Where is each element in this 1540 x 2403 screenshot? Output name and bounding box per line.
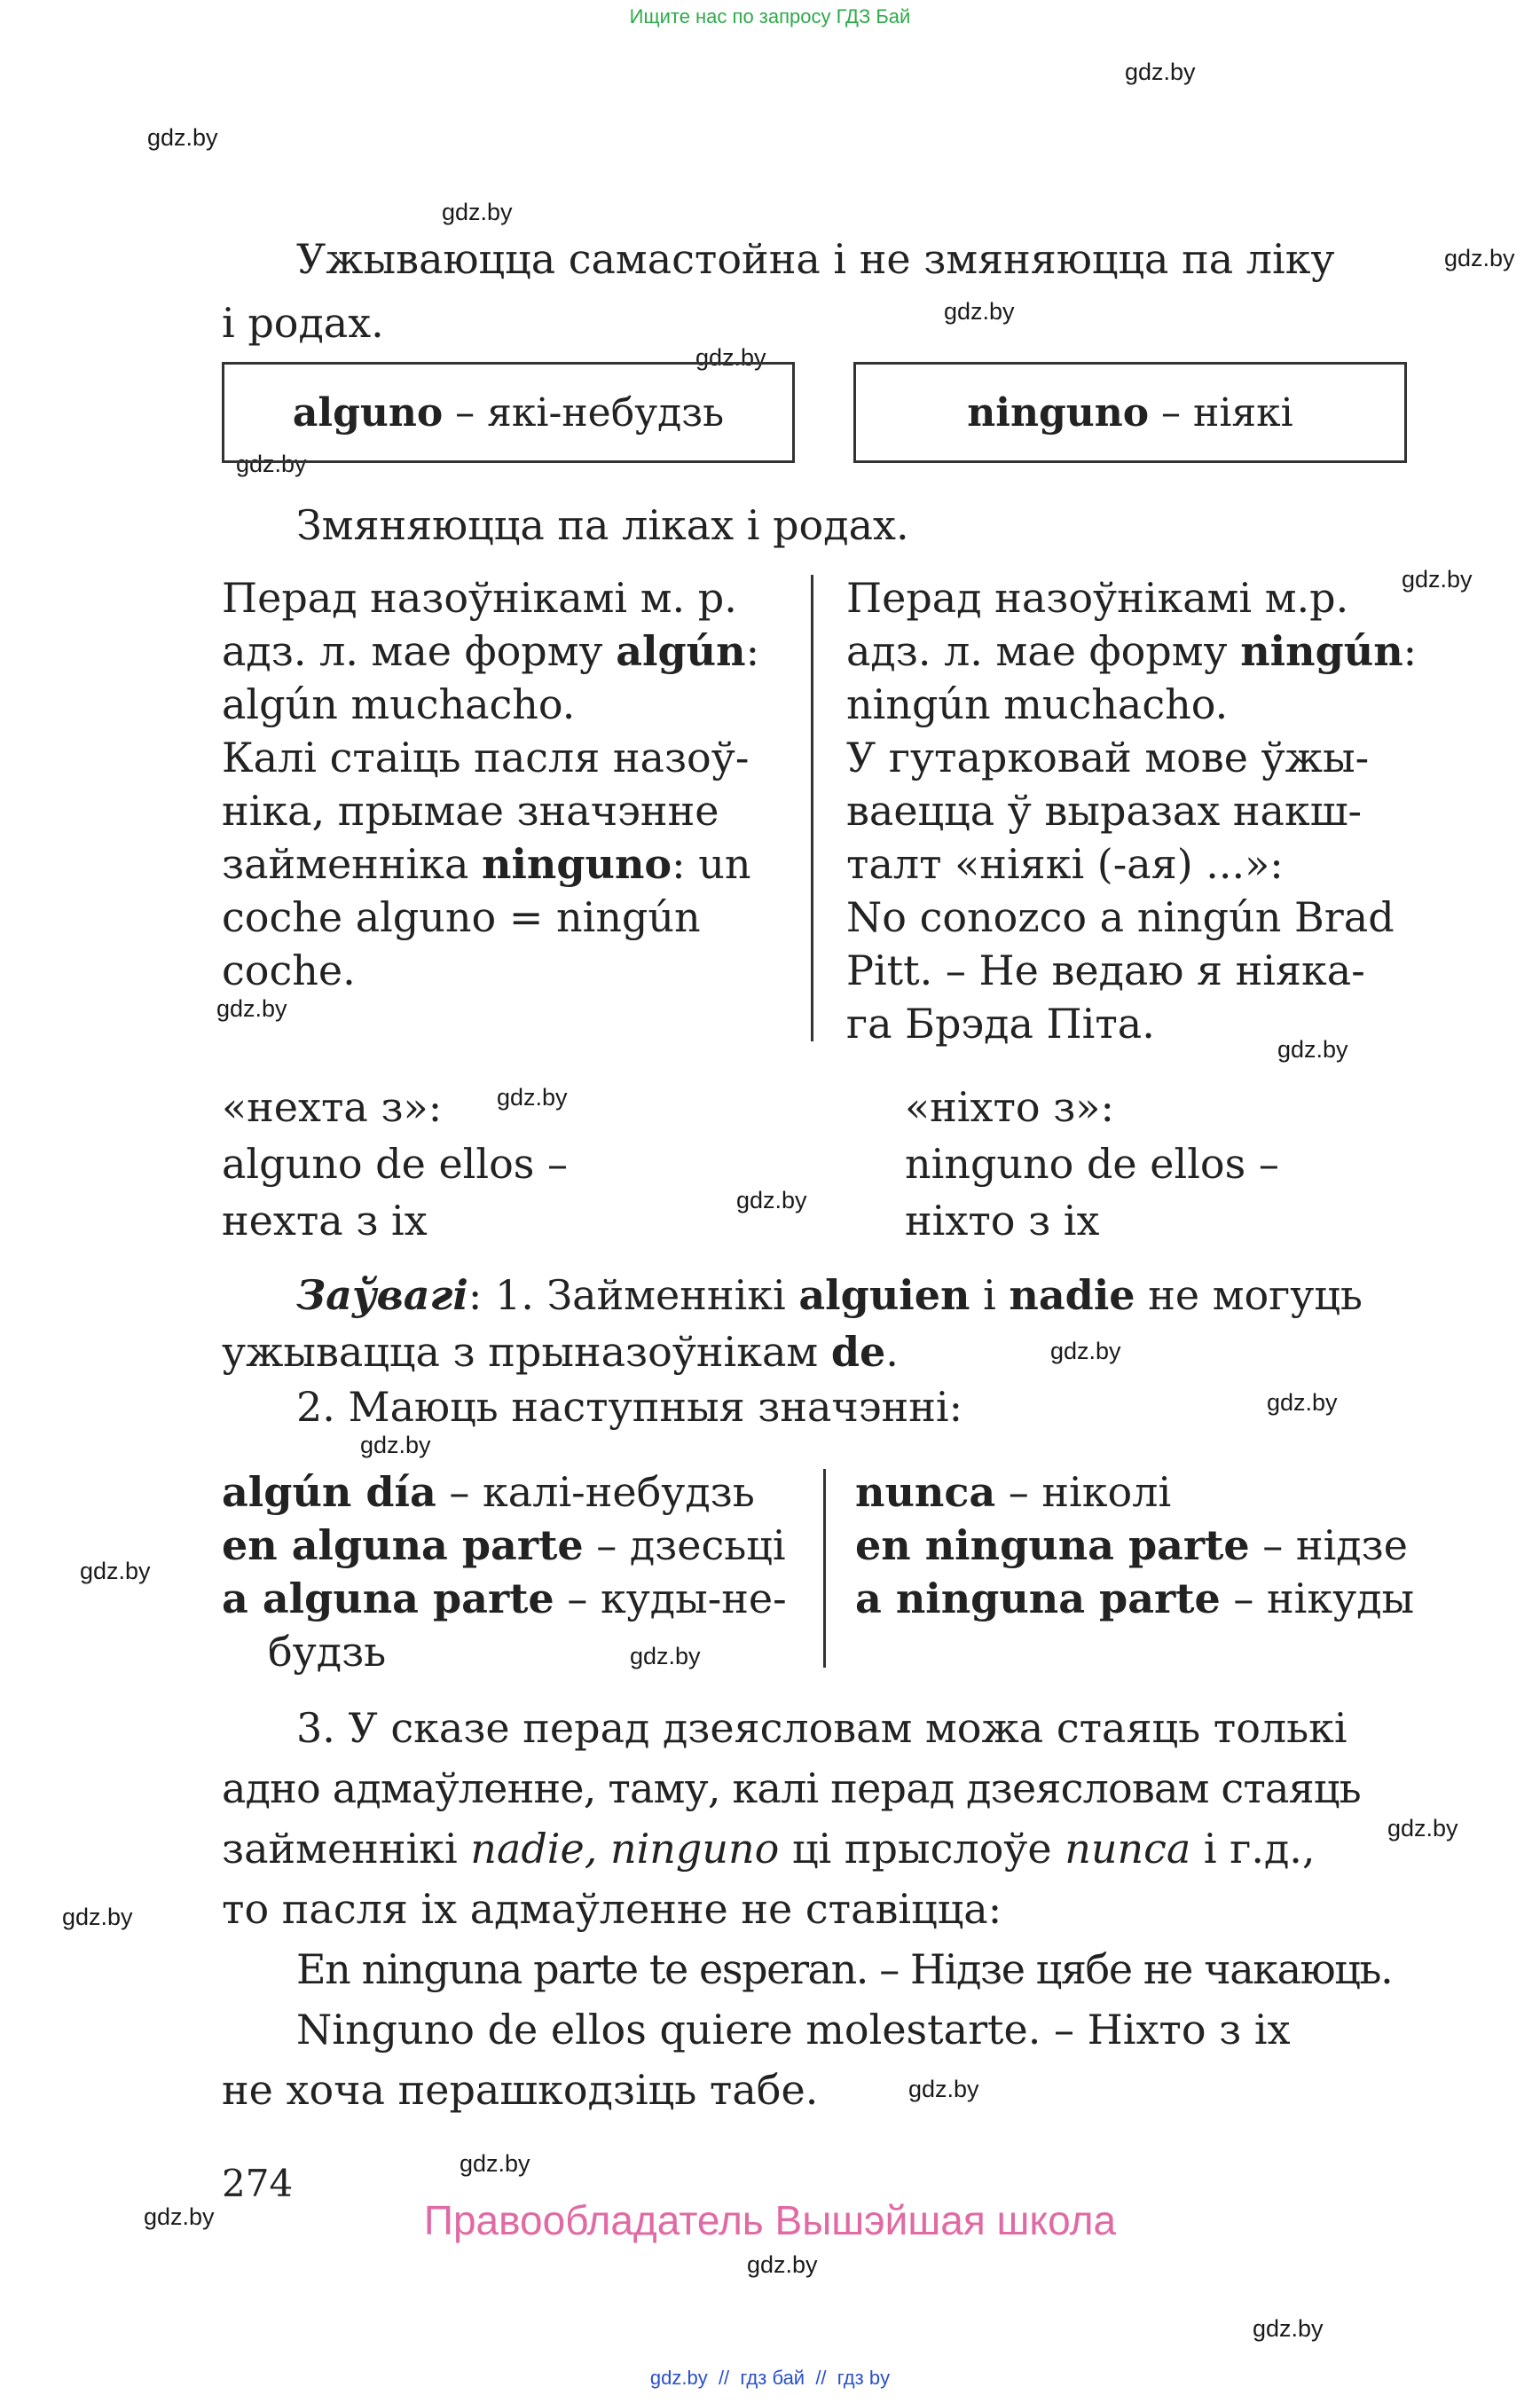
intro-line-1: Ужываюцца самастойна і не змяняюцца па ліку <box>296 235 1335 283</box>
rule3-line-1: 3. У сказе перад дзеясловам можа стаяць толькі <box>296 1704 1348 1752</box>
watermark: gdz.by <box>1387 1815 1458 1842</box>
example-1: En ninguna parte te esperan. – Нідзе цябе не чакаюць. <box>296 1945 1393 1993</box>
watermark: gdz.by <box>908 2076 979 2102</box>
left-col-line: Калі стаіць пасля назоў- <box>222 734 750 781</box>
none-of-line: ninguno de ellos – <box>905 1140 1279 1188</box>
right-col-line: No conozco a ningún Brad <box>846 893 1395 941</box>
meanings-right <box>855 1465 1414 1625</box>
watermark: gdz.by <box>144 2203 215 2230</box>
watermark: gdz.by <box>695 344 766 371</box>
meaning-row: en ninguna parte – нідзе <box>855 1521 1408 1569</box>
some-of-line: «нехта з»: <box>222 1083 443 1131</box>
left-col-line: Перад назоўнікамі м. р. <box>222 574 737 622</box>
watermark: gdz.by <box>80 1558 151 1584</box>
watermark: gdz.by <box>497 1084 568 1111</box>
right-col-line: Перад назоўнікамі м.р. <box>846 574 1349 622</box>
some-of-line: alguno de ellos – <box>222 1140 569 1188</box>
left-col-line: адз. л. мае форму algún: <box>222 627 760 675</box>
note-line-1: Заўвагі: 1. Займеннікі alguien і nadie не могуць <box>296 1271 1363 1319</box>
watermark: gdz.by <box>1253 2315 1324 2342</box>
watermark: gdz.by <box>944 298 1015 325</box>
watermark: gdz.by <box>360 1432 431 1458</box>
meanings-divider <box>823 1469 826 1668</box>
left-col-line: займенніка ninguno: un <box>222 840 751 888</box>
box-alguno-meaning: – які-небудзь <box>443 389 725 436</box>
note-label: Заўвагі <box>296 1271 468 1319</box>
meanings-left <box>222 1465 787 1678</box>
meaning-row: algún día – калі-небудзь <box>222 1468 755 1516</box>
note-line-3: 2. Маюць наступныя значэнні: <box>296 1383 963 1431</box>
none-of-block <box>905 1079 1279 1249</box>
watermark: gdz.by <box>1277 1036 1348 1063</box>
watermark: gdz.by <box>236 451 307 477</box>
page-number: 274 <box>222 2162 294 2205</box>
example-3: не хоча перашкодзіць табе. <box>222 2066 819 2114</box>
none-of-line: ніхто з іх <box>905 1197 1100 1245</box>
right-col-line: адз. л. мае форму ningún: <box>846 627 1418 675</box>
watermark: gdz.by <box>216 995 287 1022</box>
copyright-notice: Правообладатель Вышэйшая школа <box>423 2197 1117 2243</box>
intro-line-2: і родах. <box>222 299 384 347</box>
box-alguno-word: alguno <box>292 389 444 436</box>
left-col-line: ніка, прымае значэнне <box>222 787 719 835</box>
box-ninguno <box>853 362 1407 463</box>
some-of-block <box>222 1079 568 1249</box>
none-of-line: «ніхто з»: <box>905 1083 1114 1131</box>
right-col-line: ваецца ў выразах накш- <box>846 787 1363 835</box>
some-of-line: нехта з іх <box>222 1197 428 1245</box>
meaning-row: en alguna parte – дзесьці <box>222 1521 786 1569</box>
meaning-row: a alguna parte – куды-не- <box>222 1575 787 1622</box>
top-banner[interactable]: Ищите нас по запросу ГДЗ Бай <box>629 5 911 27</box>
watermark: gdz.by <box>442 199 513 225</box>
left-col-line: algún muchacho. <box>222 680 576 728</box>
note-line-2: ужывацца з прыназоўнікам de. <box>222 1328 899 1376</box>
watermark: gdz.by <box>1402 566 1473 593</box>
box-alguno <box>222 362 795 463</box>
watermark: gdz.by <box>1267 1389 1338 1416</box>
left-column <box>222 571 759 997</box>
example-2: Ninguno de ellos quiere molestarte. – Ніхто з іх <box>296 2006 1291 2054</box>
left-col-line: coche. <box>222 946 356 994</box>
rule3-line-4: то пасля іх адмаўленне не ставіцца: <box>222 1885 1002 1933</box>
left-col-line: coche alguno = ningún <box>222 893 701 941</box>
watermark: gdz.by <box>147 124 218 151</box>
right-col-line: Pitt. – Не ведаю я ніяка- <box>846 946 1365 994</box>
watermark: gdz.by <box>747 2251 818 2278</box>
right-col-line: талт «ніякі (-ая) ...»: <box>846 840 1284 888</box>
watermark: gdz.by <box>62 1904 133 1930</box>
box-ninguno-meaning: – ніякі <box>1149 389 1293 436</box>
watermark: gdz.by <box>1050 1338 1121 1364</box>
column-divider <box>811 575 813 1041</box>
right-col-line: У гутарковай мове ўжы- <box>846 734 1370 781</box>
right-col-line: га Брэда Піта. <box>846 1000 1155 1048</box>
rule3-line-2: адно адмаўленне, таму, калі перад дзеясловам стаяць <box>222 1764 1361 1812</box>
meaning-row-cont: будзь <box>268 1628 387 1676</box>
box-ninguno-word: ninguno <box>967 389 1150 436</box>
change-heading: Змяняюцца па ліках і родах. <box>296 501 909 549</box>
watermark: gdz.by <box>630 1643 701 1669</box>
right-column <box>846 571 1417 1050</box>
watermark: gdz.by <box>460 2150 530 2177</box>
rule3-line-3: займеннікі nadie, ninguno ці прыслоўе nunca і г.д., <box>222 1825 1316 1873</box>
footer-links[interactable]: gdz.by // гдз бай // гдз by <box>649 2367 891 2389</box>
watermark: gdz.by <box>1444 245 1515 271</box>
right-col-line: ningún muchacho. <box>846 680 1229 728</box>
meaning-row: nunca – ніколі <box>855 1468 1172 1516</box>
meaning-row: a ninguna parte – нікуды <box>855 1575 1415 1622</box>
watermark: gdz.by <box>736 1187 807 1213</box>
watermark: gdz.by <box>1125 59 1196 85</box>
